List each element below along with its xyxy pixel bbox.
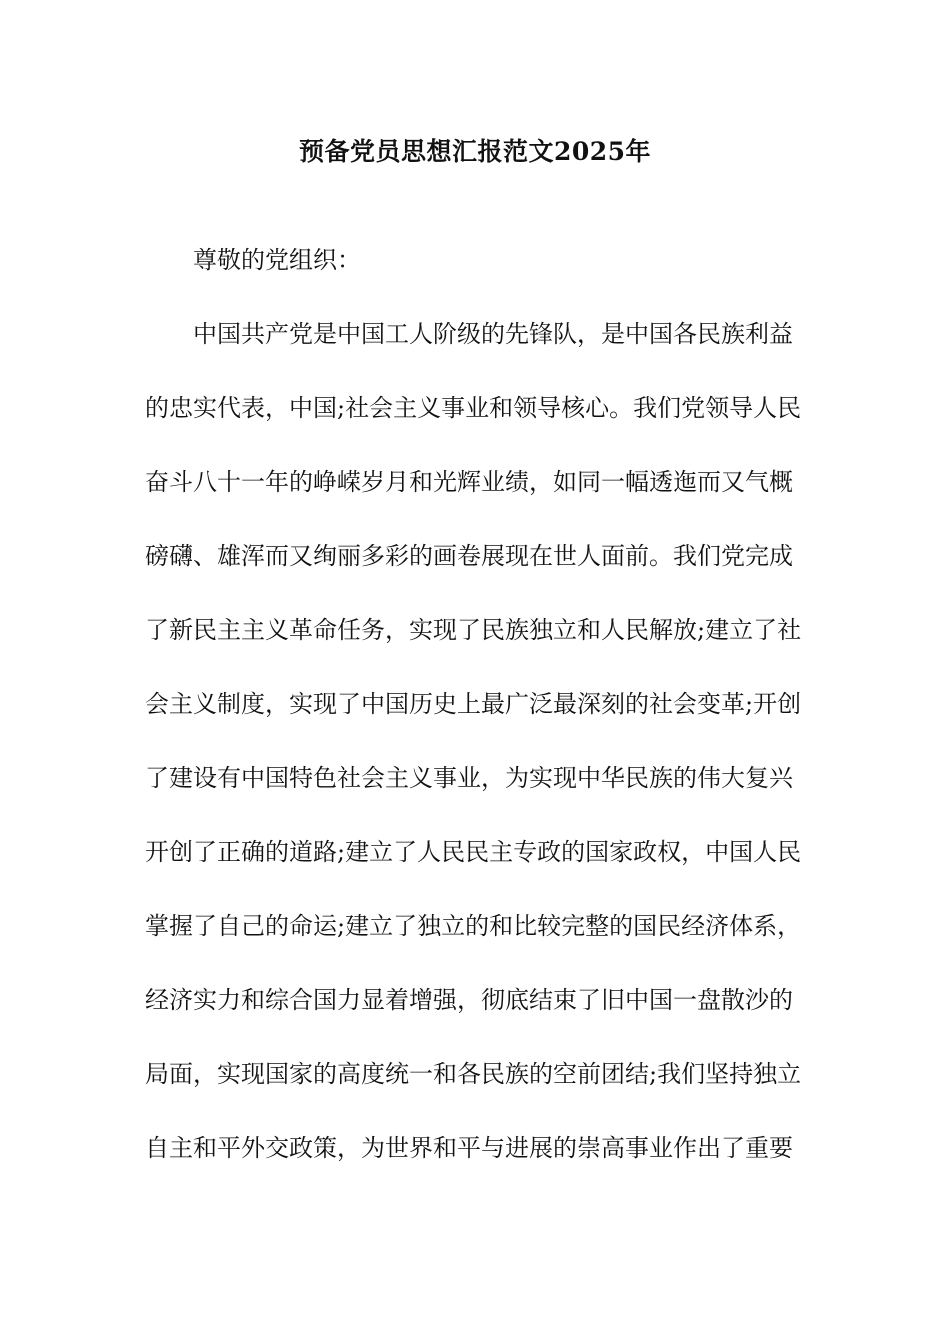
- paragraph-line: 磅礴、雄浑而又绚丽多彩的画卷展现在世人面前。我们党完成: [145, 542, 793, 570]
- paragraph-line: 开创了正确的道路;建立了人民民主专政的国家政权，中国人民: [145, 838, 802, 866]
- paragraph-line: 了建设有中国特色社会主义事业，为实现中华民族的伟大复兴: [145, 764, 793, 792]
- salutation: 尊敬的党组织：: [193, 246, 361, 274]
- paragraph-line: 自主和平外交政策，为世界和平与进展的崇高事业作出了重要: [145, 1134, 793, 1162]
- document-title: 预备党员思想汇报范文2025年: [298, 137, 652, 166]
- paragraph-line: 中国共产党是中国工人阶级的先锋队，是中国各民族利益: [193, 320, 793, 348]
- document-body: [145, 242, 805, 1204]
- paragraph-line: 会主义制度，实现了中国历史上最广泛最深刻的社会变革;开创: [145, 690, 802, 718]
- paragraph-line: 经济实力和综合国力显着增强，彻底结束了旧中国一盘散沙的: [145, 986, 793, 1014]
- paragraph-line: 掌握了自己的命运;建立了独立的和比较完整的国民经济体系，: [145, 912, 802, 940]
- paragraph-line: 的忠实代表，中国;社会主义事业和领导核心。我们党领导人民: [145, 394, 802, 422]
- paragraph-line: 奋斗八十一年的峥嵘岁月和光辉业绩，如同一幅透迤而又气概: [145, 468, 793, 496]
- paragraph-line: 局面，实现国家的高度统一和各民族的空前团结;我们坚持独立: [145, 1060, 802, 1088]
- paragraph-line: 了新民主主义革命任务，实现了民族独立和人民解放;建立了社: [145, 616, 802, 644]
